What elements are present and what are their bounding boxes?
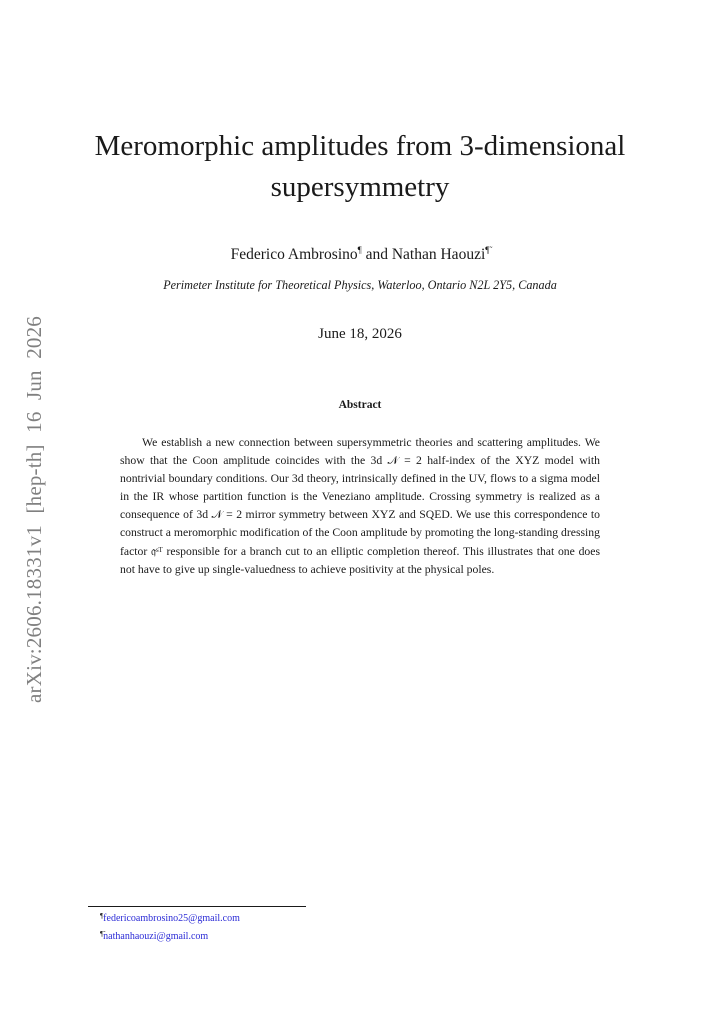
author-name: Federico Ambrosino: [230, 246, 358, 264]
footnote-divider: [88, 906, 306, 907]
paper-title: Meromorphic amplitudes from 3-dimensional supersymmetry: [94, 130, 626, 203]
abstract-heading: Abstract: [338, 399, 382, 411]
email-link[interactable]: nathanhaouzi@gmail.com: [103, 930, 209, 942]
footnote-mark: ¶: [357, 245, 362, 255]
author-joiner: and: [361, 246, 392, 264]
arxiv-margin-stamp: [22, 297, 46, 721]
publication-date: June 18, 2026: [318, 326, 402, 342]
footnote-item: [100, 927, 240, 945]
author-name: Nathan Haouzi: [391, 246, 486, 264]
email-link[interactable]: federicoambrosino25@gmail.com: [103, 913, 240, 924]
arxiv-identifier: arXiv:2606.18331v1 [hep-th] 16 Jun 2026: [21, 315, 46, 703]
footnote-mark: ¶̃: [485, 245, 490, 255]
abstract-body: We establish a new connection between supersymmetric theories and scattering amplitudes. We show that the Coon amplitude coincides with the 3d 𝒩 = 2 half-index of the XYZ model with nontrivial boundary conditions. Our 3d theory, intrinsically defined in the UV, flows to a sigma model in the IR whose partition function is the Veneziano amplitude. Crossing symmetry is realized as a consequence of 3d 𝒩 = 2 mirror symmetry between XYZ and SQED. We use this correspondence to construct a meromorphic modification of the Coon amplitude by promoting the long-standing dressing factor 𝔮ˢᵀ responsible for a branch cut to an elliptic completion thereof. This illustrates that one does not have to give up single-valuedness to achieve positivity at the physical poles.: [120, 436, 600, 576]
affiliation: Perimeter Institute for Theoretical Physics, Waterloo, Ontario N2L 2Y5, Canada: [163, 278, 557, 292]
footnote-mark: ¶: [100, 912, 104, 920]
author-line: [60, 240, 660, 265]
footnote-item: [100, 909, 240, 927]
footnote-mark: ¶̃: [100, 929, 104, 938]
footnotes: [100, 909, 240, 944]
